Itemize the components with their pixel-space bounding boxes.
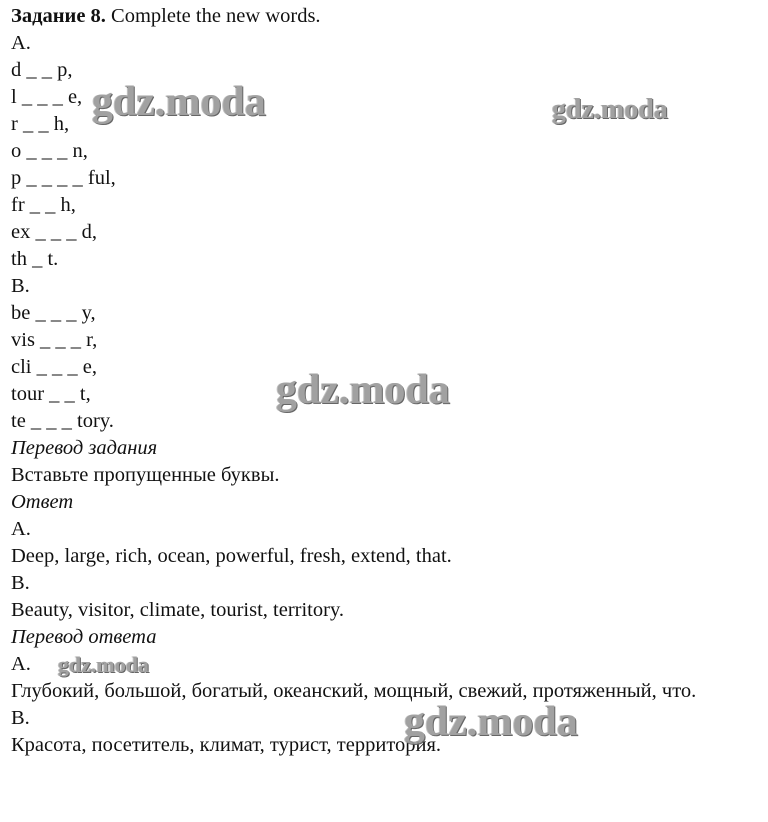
watermark: gdz.moda	[92, 79, 266, 125]
watermark: gdz.moda	[276, 367, 450, 413]
exercise-item: d _ _ p,	[11, 59, 73, 81]
task-instruction: Complete the new words.	[111, 5, 321, 27]
watermark: gdz.moda	[552, 94, 668, 125]
watermark: gdz.moda	[58, 652, 150, 677]
answer-translation-part-a-text: Глубокий, большой, богатый, океанский, мощный, свежий, протяженный, что.	[11, 680, 697, 702]
answer-part-b-text: Beauty, visitor, climate, tourist, territory.	[11, 599, 344, 621]
exercise-item: cli _ _ _ e,	[11, 356, 97, 378]
task-translation-heading: Перевод задания	[11, 437, 158, 459]
exercise-item: o _ _ _ n,	[11, 140, 88, 162]
watermark: gdz.moda	[404, 699, 578, 745]
answer-heading: Ответ	[11, 491, 74, 513]
task-number-label: Задание 8.	[11, 5, 106, 27]
exercise-item: te _ _ _ tory.	[11, 410, 114, 432]
answer-translation-heading: Перевод ответа	[11, 626, 157, 648]
answer-translation-part-b-label: B.	[11, 707, 30, 729]
exercise-item: th _ t.	[11, 248, 59, 270]
exercise-item: p _ _ _ _ ful,	[11, 167, 116, 189]
exercise-item: be _ _ _ y,	[11, 302, 96, 324]
answer-translation-part-a-label: A.	[11, 653, 31, 675]
exercise-part-b-label: B.	[11, 275, 30, 297]
task-title	[11, 3, 761, 30]
exercise-item: r _ _ h,	[11, 113, 70, 135]
answer-part-a-label: A.	[11, 518, 31, 540]
answer-part-a-text: Deep, large, rich, ocean, powerful, fresh, extend, that.	[11, 545, 452, 567]
exercise-item: ex _ _ _ d,	[11, 221, 97, 243]
exercise-item: fr _ _ h,	[11, 194, 76, 216]
document-body	[11, 3, 761, 759]
answer-part-b-label: B.	[11, 572, 30, 594]
exercise-item: tour _ _ t,	[11, 383, 91, 405]
task-translation-text: Вставьте пропущенные буквы.	[11, 464, 280, 486]
exercise-part-a-label: A.	[11, 32, 31, 54]
exercise-item: l _ _ _ e,	[11, 86, 83, 108]
answer-translation-part-b-text: Красота, посетитель, климат, турист, территория.	[11, 734, 442, 756]
exercise-item: vis _ _ _ r,	[11, 329, 98, 351]
